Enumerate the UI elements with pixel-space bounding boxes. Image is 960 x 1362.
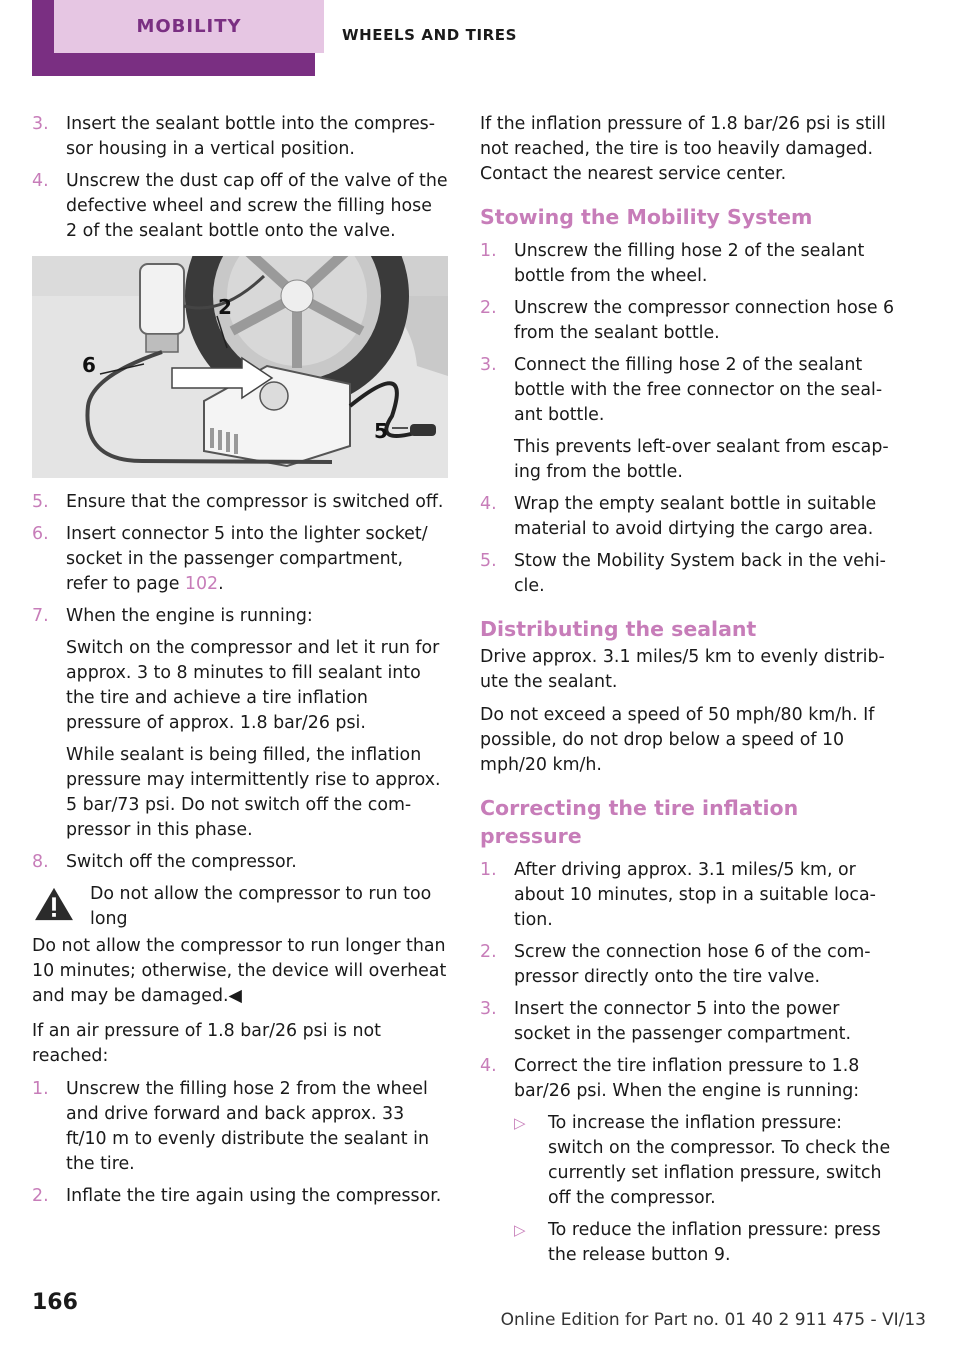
edition-footer: Online Edition for Part no. 01 40 2 911 475 - VI/13 [500,1310,926,1330]
header-section-tab [32,0,315,76]
step-text [66,1184,448,1209]
triangle-bullet-icon: ▷ [514,1114,526,1132]
step-text [66,169,448,244]
step-paragraph: Screw the connection hose 6 of the com‐ pressor directly onto the tire valve. [514,942,871,987]
step-paragraph: Unscrew the filling hose 2 of the sealant bottle from the wheel. [514,241,865,286]
list-item [32,1077,448,1177]
list-item [32,1184,448,1209]
step-text [66,490,448,515]
step-number: 3. [32,114,49,134]
figure-label-2: 2 [218,295,232,319]
step-text [514,858,900,933]
step-number: 1. [480,241,497,261]
step-number: 4. [480,494,497,514]
step-text [514,239,900,289]
list-item [32,850,448,875]
left-column [32,112,448,1216]
list-item [480,492,900,542]
step-paragraph: When the engine is running: [66,606,313,626]
step-number: 4. [32,171,49,191]
step-number: 7. [32,606,49,626]
figure-label-6: 6 [82,353,96,377]
list-item [32,522,448,597]
steps-list-bottom [32,1077,448,1209]
correcting-steps-list [480,858,900,1104]
page-reference-link[interactable]: 102 [184,574,219,594]
stowing-heading: Stowing the Mobility System [480,205,813,229]
step-paragraph: Unscrew the compressor connection hose 6 from the sealant bottle. [514,298,895,343]
list-item [514,1218,900,1268]
list-item [480,296,900,346]
step-paragraph: Switch off the compressor. [66,852,297,872]
step-number: 3. [480,355,497,375]
list-item [480,239,900,289]
warning-body: Do not allow the compressor to run longer than 10 minutes; otherwise, the device will overheat and may be damaged.◀ [32,936,447,1006]
not-reached-text: If an air pressure of 1.8 bar/26 psi is not reached: [32,1021,381,1066]
list-item [32,169,448,244]
step-paragraph: Connect the filling hose 2 of the sealant bottle with the free connector on the seal‐ ant bottle. [514,355,883,425]
list-item [480,1054,900,1104]
step-number: 5. [32,492,49,512]
step-paragraph: After driving approx. 3.1 miles/5 km, or about 10 minutes, stop in a suitable loca‐ tion. [514,860,876,930]
header-chapter-title: WHEELS AND TIRES [342,26,518,44]
correcting-bullets-list [514,1111,900,1268]
step-number: 8. [32,852,49,872]
step-text-part: . [218,574,224,594]
step-paragraph: Insert the sealant bottle into the compres‐ sor housing in a vertical position. [66,114,436,159]
step-paragraph: Stow the Mobility System back in the vehi‐ cle. [514,551,886,596]
stowing-steps-list [480,239,900,599]
list-item [480,940,900,990]
triangle-bullet-icon: ▷ [514,1221,526,1239]
figure-label-5: 5 [374,419,388,443]
list-item [480,549,900,599]
step-number: 1. [480,860,497,880]
step-text [66,604,448,843]
step-text [66,1077,448,1177]
step-paragraph: This prevents left-over sealant from escap‐ ing from the bottle. [514,437,889,482]
warning-title: Do not allow the compressor to run too long [90,884,432,929]
header-section-label: MOBILITY [54,0,324,53]
list-item [514,1111,900,1211]
distributing-para-2: Do not exceed a speed of 50 mph/80 km/h. If possible, do not drop below a speed of 10 mph/20 km/h. [480,705,875,775]
page-number: 166 [32,1290,78,1315]
step-text [514,997,900,1047]
step-paragraph: While sealant is being filled, the inflation pressure may intermittently rise to approx. 5 bar/73 psi. Do not switch off the com‐ pressor in this phase. [66,745,441,840]
step-number: 1. [32,1079,49,1099]
steps-list-top [32,112,448,244]
right-column [480,112,900,1275]
correcting-heading: Correcting the tire inflation pressure [480,796,799,848]
bullet-text: To increase the inflation pressure: switch on the compressor. To check the currently set inflation pressure, switch off the compressor. [548,1113,891,1208]
step-paragraph: Ensure that the compressor is switched off. [66,492,444,512]
list-item [480,353,900,485]
step-text [514,1054,900,1104]
step-text [66,850,448,875]
warning-triangle-icon [32,886,76,922]
distributing-para-1: Drive approx. 3.1 miles/5 km to evenly distrib‐ ute the sealant. [480,647,885,692]
steps-list-mid [32,490,448,875]
list-item [32,604,448,843]
list-item [480,997,900,1047]
step-text [514,940,900,990]
step-paragraph: Unscrew the dust cap off of the valve of the defective wheel and screw the filling hose 2 of the sealant bottle onto the valve. [66,171,448,241]
list-item [32,490,448,515]
list-item [480,858,900,933]
step-paragraph: Switch on the compressor and let it run for approx. 3 to 8 minutes to fill sealant into the tire and achieve a tire inflation pressure of approx. 1.8 bar/26 psi. [66,638,440,733]
sealant-compressor-figure [32,256,448,478]
step-number: 2. [480,942,497,962]
step-text-part: Insert connector 5 into the lighter socket/ socket in the passenger compartment, refer to page [66,524,428,594]
step-text [514,296,900,346]
step-number: 2. [480,298,497,318]
step-text [514,549,900,599]
bullet-text: To reduce the inflation pressure: press the release button 9. [548,1220,881,1265]
step-number: 5. [480,551,497,571]
step-text [66,112,448,162]
still-not-reached-text: If the inflation pressure of 1.8 bar/26 psi is still not reached, the tire is too heavily damaged. Contact the nearest service center. [480,114,886,184]
step-paragraph: Wrap the empty sealant bottle in suitable material to avoid dirtying the cargo area. [514,494,877,539]
step-paragraph: Unscrew the filling hose 2 from the wheel and drive forward and back approx. 33 ft/10 m to evenly distribute the sealant in the tire. [66,1079,430,1174]
step-text [514,353,900,485]
step-text [514,492,900,542]
step-number: 6. [32,524,49,544]
step-paragraph: Insert the connector 5 into the power socket in the passenger compartment. [514,999,851,1044]
step-paragraph: Inflate the tire again using the compressor. [66,1186,442,1206]
step-paragraph: Correct the tire inflation pressure to 1.8 bar/26 psi. When the engine is running: [514,1056,860,1101]
warning-box [32,882,448,932]
step-text [66,522,448,597]
distributing-heading: Distributing the sealant [480,617,757,641]
step-number: 3. [480,999,497,1019]
step-number: 4. [480,1056,497,1076]
list-item [32,112,448,162]
step-number: 2. [32,1186,49,1206]
